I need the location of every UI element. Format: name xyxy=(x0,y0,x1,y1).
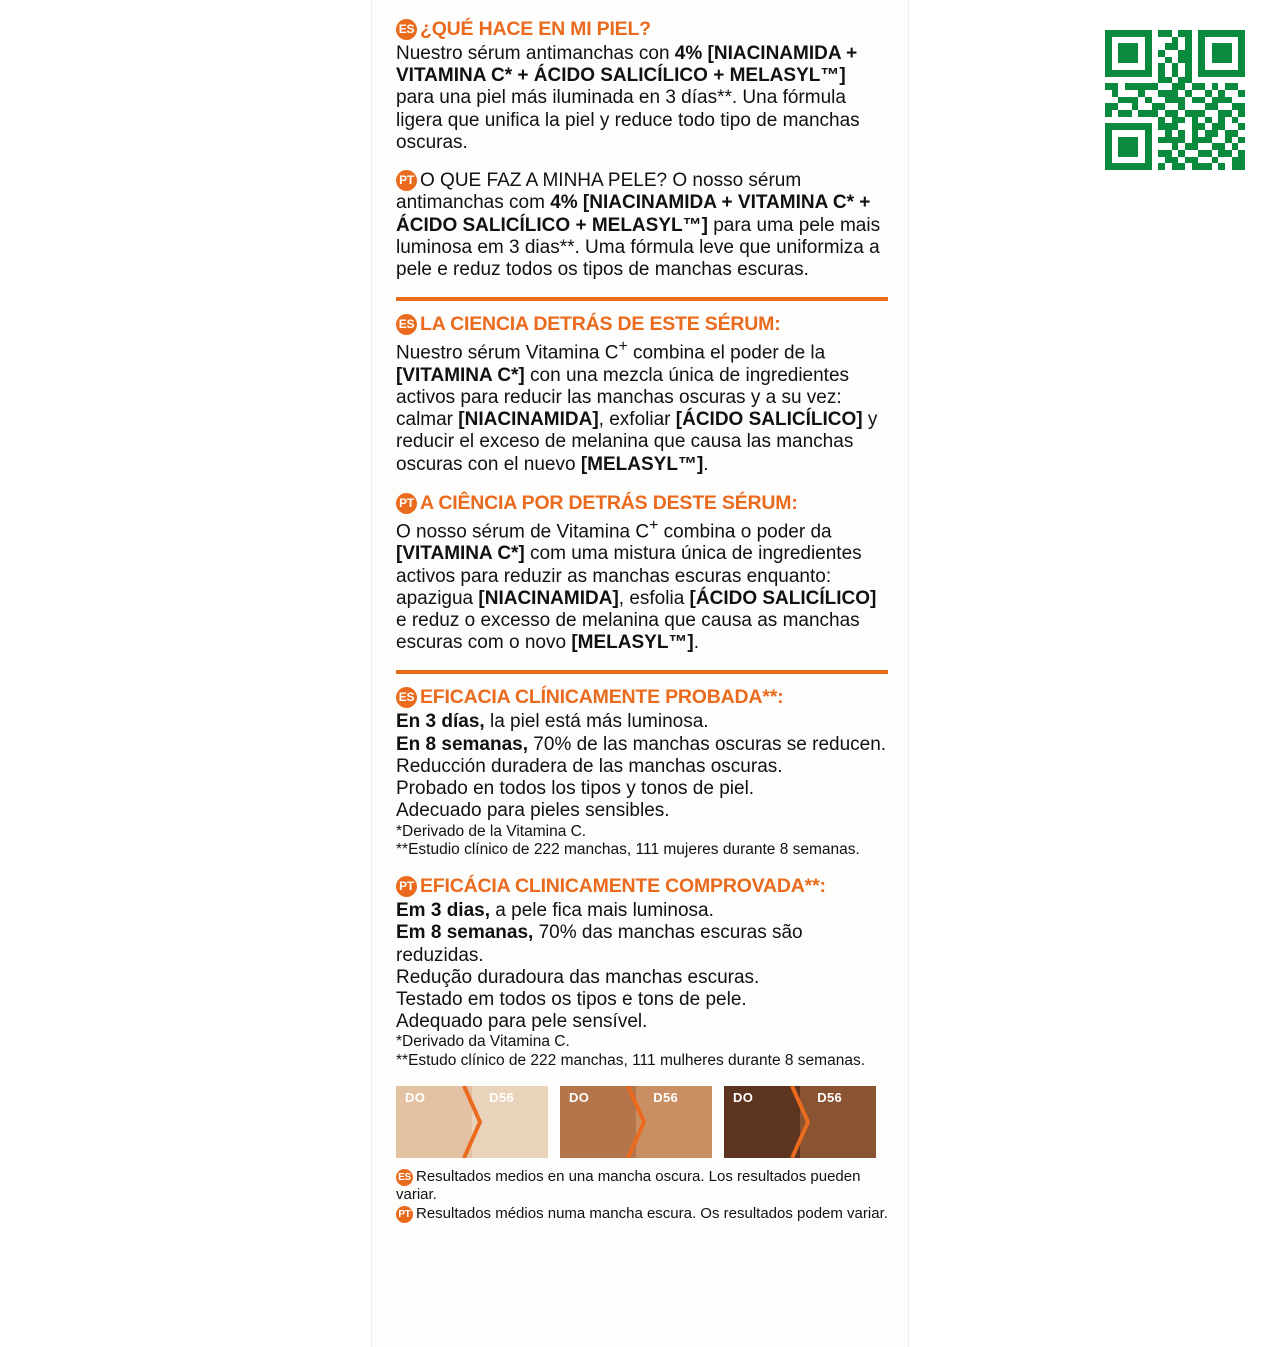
language-badge-es: ES xyxy=(396,1169,413,1186)
swatch-label-after: D56 xyxy=(489,1090,514,1105)
language-badge-es: ES xyxy=(396,314,417,335)
swatch-label-before: DO xyxy=(569,1090,590,1105)
section-body-es-1: Nuestro sérum antimanchas con 4% [NIACINAMIDA + VITAMINA C* + ÁCIDO SALICÍLICO + MELASYL™] para una piel más iluminada en 3 días**. Una fórmula ligera que unifica la piel y reduce todo tipo de manchas oscuras. xyxy=(396,43,860,153)
qr-code[interactable] xyxy=(1105,30,1245,170)
section-body-pt-2: O nosso sérum de Vitamina C+ combina o poder da [VITAMINA C*] com uma mistura única de ingredientes activos para reduzir as manchas escuras enquanto: apazigua [NIACINAMIDA], esfolia [ÁCIDO SALICÍLICO] e reduz o excesso de melanina que causa as manchas escuras com o novo [MELASYL™]. xyxy=(396,516,877,654)
heading-row-pt-3 xyxy=(396,875,888,898)
footnote-es xyxy=(396,1168,888,1203)
footnote-pt xyxy=(396,1205,888,1223)
section-heading-pt-3: EFICÁCIA CLINICAMENTE COMPROVADA**: xyxy=(420,875,826,898)
language-badge-es: ES xyxy=(396,687,417,708)
footnote-es-text: Resultados medios en una mancha oscura. Los resultados pueden variar. xyxy=(396,1168,861,1203)
section-what-it-does-es xyxy=(396,18,888,154)
language-badge-pt: PT xyxy=(396,876,417,897)
text-line: Reducción duradera de las manchas oscuras. xyxy=(396,755,783,777)
swatch-label-before: DO xyxy=(405,1090,426,1105)
text-line: **Estudo clínico de 222 manchas, 111 mulheres durante 8 semanas. xyxy=(396,1051,866,1069)
language-badge-pt: PT xyxy=(396,170,417,191)
section-science-pt xyxy=(396,492,888,655)
divider-2 xyxy=(396,670,888,674)
text-line: Probado en todos los tipos y tonos de piel. xyxy=(396,778,755,800)
section-body-es-2: Nuestro sérum Vitamina C+ combina el poder de la [VITAMINA C*] con una mezcla única de ingredientes activos para reducir las manchas oscuras y a su vez: calmar [NIACINAMIDA], exfoliar [ÁCIDO SALICÍLICO] y reducir el exceso de melanina que causa las manchas oscuras con el nuevo [MELASYL™]. xyxy=(396,338,878,475)
result-swatch xyxy=(396,1086,548,1158)
language-badge-pt: PT xyxy=(396,1206,413,1223)
section-efficacy-es xyxy=(396,686,888,859)
swatch-divider-icon xyxy=(625,1086,647,1158)
result-swatch xyxy=(724,1086,876,1158)
heading-row-es-3 xyxy=(396,686,888,709)
text-line: **Estudio clínico de 222 manchas, 111 mujeres durante 8 semanas. xyxy=(396,840,860,858)
text-line: Testado em todos os tipos e tons de pele. xyxy=(396,989,747,1010)
section-heading-pt-2: A CIÊNCIA POR DETRÁS DESTE SÉRUM: xyxy=(420,491,798,514)
section-body-pt-1-text: O nosso sérum antimanchas com 4% [NIACINAMIDA + VITAMINA C* + ÁCIDO SALICÍLICO + MELASYL™] para uma pele mais luminosa em 3 dias**. Uma fórmula leve que uniformiza a pele e reduz todos os tipos de manchas escuras. xyxy=(396,170,881,280)
efficacy-lines-pt xyxy=(396,900,888,1033)
swatch-divider-icon xyxy=(789,1086,811,1158)
panel-content xyxy=(396,18,888,1225)
text-line: Em 3 dias, a pele fica mais luminosa. xyxy=(396,900,714,922)
carton-panel xyxy=(372,0,908,1347)
swatch-label-before: DO xyxy=(733,1090,754,1105)
heading-row-pt-2 xyxy=(396,492,888,515)
heading-row-es-2 xyxy=(396,313,888,336)
results-strip xyxy=(396,1086,888,1158)
section-efficacy-pt xyxy=(396,875,888,1070)
heading-row-es-1 xyxy=(396,18,888,41)
text-line: En 3 días, la piel está más luminosa. xyxy=(396,711,709,733)
divider-1 xyxy=(396,297,888,301)
section-body-pt-1 xyxy=(396,170,888,281)
results-footnotes xyxy=(396,1168,888,1223)
section-science-es xyxy=(396,313,888,476)
text-line: Adecuado para pieles sensibles. xyxy=(396,800,670,822)
footnote-pt-text: Resultados médios numa mancha escura. Os resultados podem variar. xyxy=(416,1205,888,1222)
section-heading-es-3: EFICACIA CLÍNICAMENTE PROBADA**: xyxy=(420,686,784,709)
section-what-it-does-pt xyxy=(396,170,888,281)
efficacy-notes-pt xyxy=(396,1033,888,1070)
efficacy-lines-es xyxy=(396,711,888,822)
qr-code-modules xyxy=(1105,30,1245,170)
swatch-label-after: D56 xyxy=(653,1090,678,1105)
swatch-divider-icon xyxy=(461,1086,483,1158)
section-heading-pt-1: O QUE FAZ A MINHA PELE? xyxy=(420,170,668,192)
text-line: Redução duradoura das manchas escuras. xyxy=(396,966,760,988)
efficacy-notes-es xyxy=(396,823,888,860)
section-heading-es-1: ¿QUÉ HACE EN MI PIEL? xyxy=(420,18,651,40)
text-line: *Derivado da Vitamina C. xyxy=(396,1033,570,1051)
text-line: Em 8 semanas, 70% das manchas escuras são reduzidas. xyxy=(396,922,803,966)
result-swatch xyxy=(560,1086,712,1158)
swatch-label-after: D56 xyxy=(817,1090,842,1105)
language-badge-pt: PT xyxy=(396,493,417,514)
text-line: *Derivado de la Vitamina C. xyxy=(396,822,587,840)
text-line: En 8 semanas, 70% de las manchas oscuras se reducen. xyxy=(396,733,887,755)
text-line: Adequado para pele sensível. xyxy=(396,1011,648,1033)
section-heading-es-2: LA CIENCIA DETRÁS DE ESTE SÉRUM: xyxy=(420,313,781,336)
language-badge-es: ES xyxy=(396,19,417,40)
